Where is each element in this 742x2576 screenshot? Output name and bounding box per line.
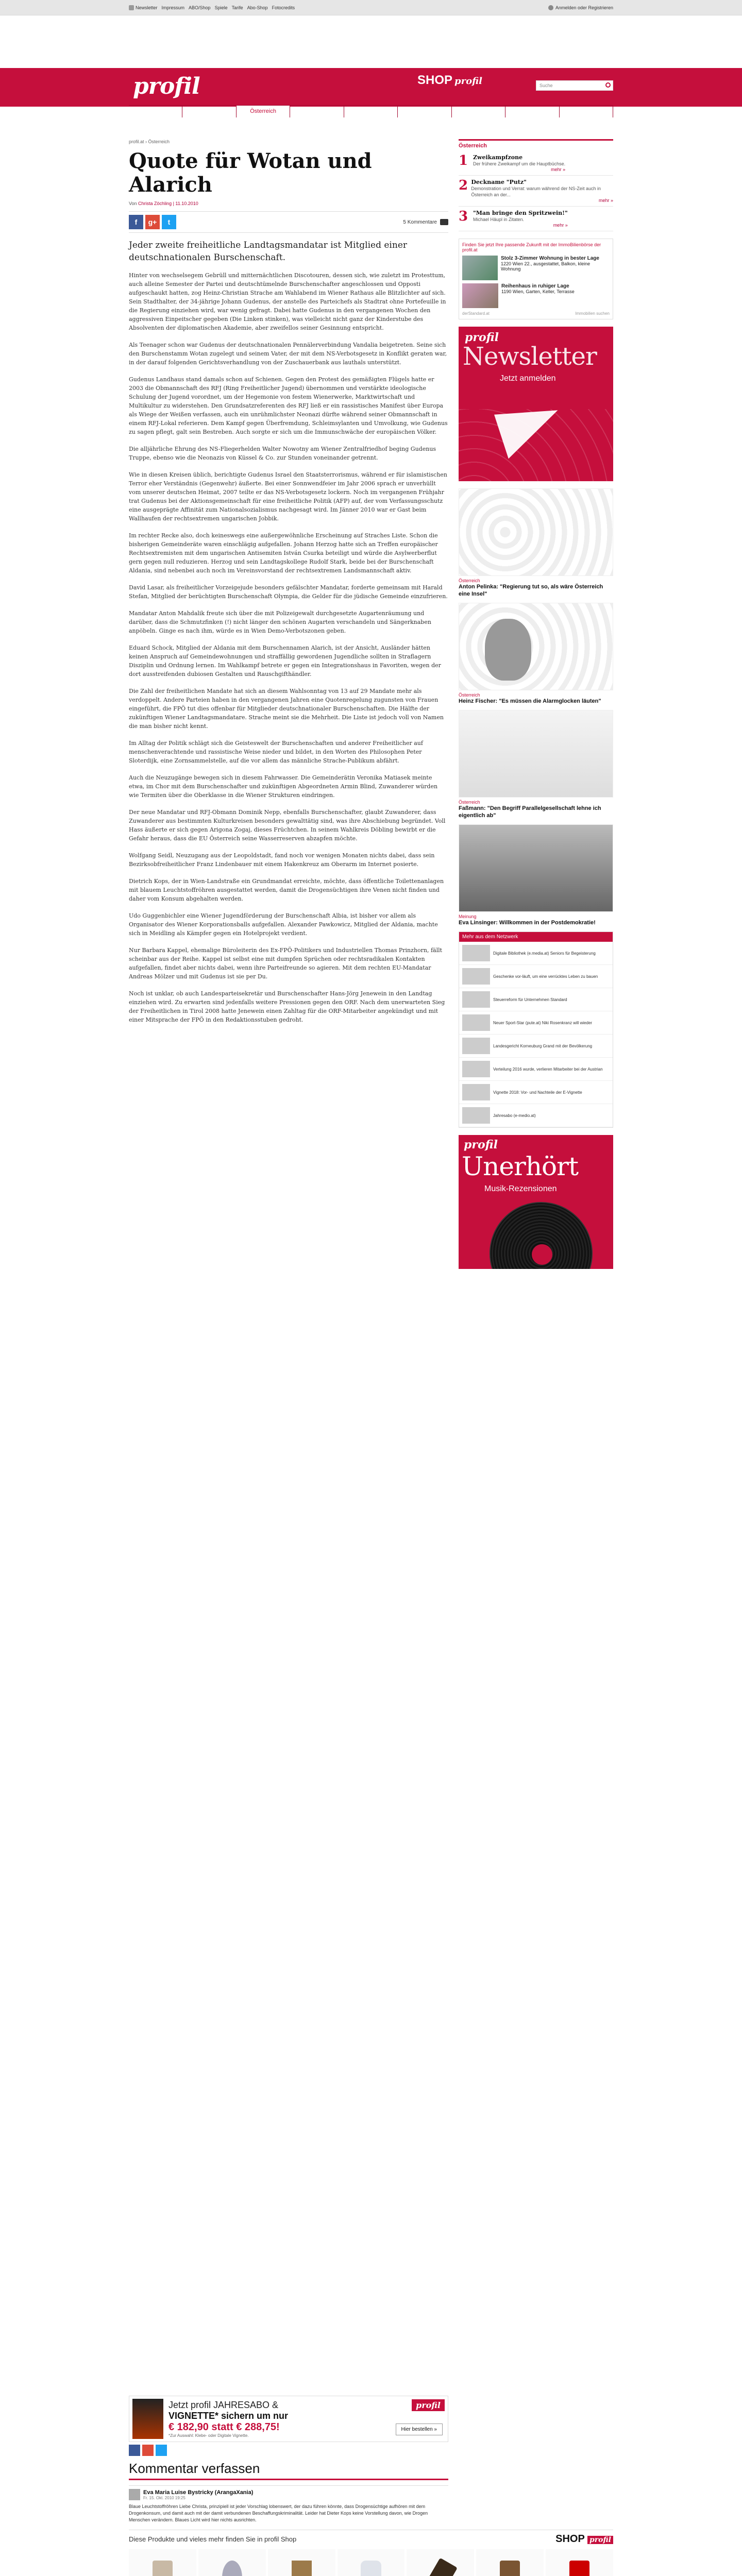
product-tile[interactable]: [407, 2549, 474, 2576]
teaser-image: [459, 824, 613, 912]
nav-meinung[interactable]: Meinung: [182, 106, 236, 117]
mail-icon: [129, 5, 134, 10]
magazine-cover: [132, 2399, 163, 2439]
most-read-title: Österreich: [459, 143, 487, 149]
article-byline: Von Christa Zöchling | 11.10.2010: [129, 201, 198, 206]
paragraph: Gudenus Landhaus stand damals schon auf Schienen. Gegen den Protest des gemäßigten Flügels hatte er 2003 die Obmannschaft des RFJ (Ring Freiheitlicher Jugend) übernommen und verstärkte ideologische Schulung der Jugend vorordnet, um der Hegemonie von festem Wienerwerke, Marktwirtschaft und Multikultur zu widerstehen. Den Grundsatzreferenten des RFJ ließ er ein rassistisches Manifest über Europa als Wiege der Weißen verfassen, auch ein unrühmlichster Neonazi dürfte während seiner Obmannschaft in einem RFJ-Lokal referieren. Dem Kampf gegen Überfremdung, Schleimsylanten und Umvolkung, wie Gudenus zu sagen pflegt, galt sein Bestreben. Auch sorgte er sich um die Immunschwäche der europäischen Völker.: [129, 376, 448, 435]
real-estate-listing[interactable]: Stolz 3-Zimmer Wohnung in bester Lage 1220 Wien 22., ausgestattet, Balkon, kleine Wohnung: [462, 256, 610, 280]
author-link[interactable]: Christa Zöchling | 11.10.2010: [138, 201, 198, 206]
search-icon[interactable]: [605, 82, 611, 88]
twitter-share-button[interactable]: [156, 2445, 167, 2456]
nav-portfolio[interactable]: Portfolio: [560, 106, 613, 117]
immo-search-link[interactable]: Immobilien suchen: [575, 311, 610, 316]
article-lead: Jeder zweite freiheitliche Landtagsmandatar ist Mitglied einer deutschnationalen Burschenschaft.: [129, 240, 408, 263]
paragraph: Mandatar Anton Mahdalik freute sich über die mit Polizeigewalt durchgesetzte Augartenräumung und darüber, dass die Schmutzfinken (!) nicht länger den schönen Augarten verschandeln und Sängerknaben anpöbeln. Ginge es nach ihm, würde es in Wien Demo-Verbotszonen geben.: [129, 610, 431, 634]
share-row: [129, 211, 448, 233]
opinion-teaser[interactable]: Österreich Heinz Fischer: "Es müssen die Alarmglocken läuten": [459, 603, 613, 705]
teaser-image: [459, 488, 613, 576]
newsletter-banner[interactable]: profil Newsletter Jetzt anmelden: [459, 327, 613, 481]
twitter-share-button[interactable]: t: [162, 215, 176, 229]
nav-wirtschaft[interactable]: Wirtschaft: [290, 106, 344, 117]
network-item[interactable]: Verteilung 2016 wurde, verlieren Mitarbeiter bei der Austrian: [459, 1058, 613, 1081]
paragraph: Die alljährliche Ehrung des NS-Fliegerhelden Walter Nowotny am Wiener Zentralfriedhof beging Gudenus Truppe, ebenso wie die Neonazis von Küssel & Co. zur Stunden voneinander getrennt.: [129, 446, 436, 461]
article: [129, 139, 448, 1032]
network-item[interactable]: Digitale Bibliothek (e.media.at) Seniors für Begeisterung: [459, 942, 613, 965]
most-read-item[interactable]: 3 "Man bringe den Spritzwein!" Michael Häupl in Zitaten. mehr »: [459, 207, 613, 231]
paragraph: Als Teenager schon war Gudenus der deutschnationalen Pennälerverbindung Vandalia beigetreten. Seine sich den Burschenstamm Wotan zugelegt und seinem Vater, der mit dem NS-Verbotsgesetz in Konflikt geraten war, in der darauf folgenden Gerichtsverhandlung von der Zuschauerbank aus lauthals unterstützt.: [129, 342, 447, 366]
paragraph: Noch ist unklar, ob auch Landesparteisekretär und Burschenschafter Hans-Jörg Jenewein in den Landtag einziehen wird. Zu erwarten sind jedenfalls weitere Pressionen gegen den ORF. Nach dem unerwarteten Sieg der Freiheitlichen in Tirol 2008 hatte Jenewein einen Zahltag für die ORF-Mitarbeiter angekündigt und mit einer Mitsprache der FPÖ in den Redaktionsstuben gedroht.: [129, 990, 445, 1023]
comment-icon: [440, 219, 448, 225]
product-tile[interactable]: [129, 2549, 196, 2576]
more-link[interactable]: mehr »: [551, 167, 566, 172]
more-link[interactable]: mehr »: [553, 223, 568, 228]
product-tile[interactable]: [268, 2549, 335, 2576]
article-body: [129, 271, 448, 1024]
nav-gesellschaft[interactable]: Gesellschaft: [398, 106, 451, 117]
avatar: [129, 2489, 140, 2500]
comments-link[interactable]: 5 Kommentare: [403, 219, 448, 225]
login-link[interactable]: Anmelden oder Registrieren: [548, 5, 613, 10]
utility-link-newsletter[interactable]: Newsletter: [129, 5, 158, 10]
nav-fokus[interactable]: Fokus/Spoet: [129, 106, 182, 117]
opinion-teaser[interactable]: Österreich Anton Pelinka: "Regierung tut so, als wäre Österreich eine Insel": [459, 488, 613, 598]
real-estate-widget: Finden Sie jetzt Ihre passende Zukunft mit der ImmoBilienbörse der profil.at Stolz 3-Zimmer Wohnung in bester Lage 1220 Wien 22., ausgestattet, Balkon, kleine Wohnung Reihenhaus in ruhiger Lage 1190 Wien, Garten, Keller, Terrasse derStandard.at Immobilien suchen: [459, 239, 613, 319]
profil-logo[interactable]: profil: [133, 73, 200, 99]
main-nav: [129, 105, 613, 117]
more-link[interactable]: mehr »: [598, 198, 613, 203]
paragraph: David Lasar, als freiheitlicher Vorzeigejude besonders gefälschter Mandatar, forderte gemeinsam mit Harald Stefan, Mitglied der berüchtigten Burschenschaft Olympia, die Gelder für die jüdische Gemeinde einzufrieren.: [129, 584, 448, 600]
facebook-share-button[interactable]: f: [129, 215, 143, 229]
network-item[interactable]: Steuerreform für Unternehmen Standard: [459, 988, 613, 1011]
vinyl-record-icon: [490, 1202, 593, 1269]
nav-oesterreich[interactable]: Österreich: [237, 106, 290, 117]
real-estate-listing[interactable]: Reihenhaus in ruhiger Lage 1190 Wien, Garten, Keller, Terrasse: [462, 283, 610, 308]
facebook-share-button[interactable]: [129, 2445, 140, 2456]
utility-link-tarife[interactable]: Tarife: [231, 5, 243, 10]
network-item[interactable]: Geschenke vor-läuft, um eine verrücktes Leben zu bauen: [459, 965, 613, 988]
top-utility-bar: [0, 0, 742, 15]
utility-link-spiele[interactable]: Spiele: [214, 5, 228, 10]
utility-link-impressum[interactable]: Impressum: [161, 5, 185, 10]
opinion-teaser[interactable]: Meinung Eva Linsinger: Willkommen in der Postdemokratie!: [459, 824, 613, 926]
product-tile[interactable]: [198, 2549, 266, 2576]
bottom-share: [129, 2445, 167, 2456]
paragraph: Dietrich Kops, der in Wien-Landstraße ein Grundmandat erreichte, möchte, dass öffentliche Toilettenanlagen mit blauem Leuchtstoffröhren ausgestattet werden, damit die Drogensüchtigen ihre Venen nicht finden und daher vom Konsum abgehalten werden.: [129, 878, 444, 902]
paragraph: Wie in diesen Kreisen üblich, berichtigte Gudenus Israel den Staatsterrorismus, während er für islamistischen Terror eher Verständnis (Gegenwehr) äußerte. Bei einer Sonnwendfeier im Jahr 2006 sprach er unverhüllt vom unserer deutschen Heimat, 2007 teilte er das NS-Verbotsgesetz lockern. Noch im vergangenen Frühjahr trat Gudenus bei der Aktionsgemeinschaft für eine freiheitliche Politik (AFP) auf, der vom Verfassungsschutz eine ausgeprägte Affinität zum Nationalsozialismus nachgesagt wird. Im Jänner 2010 war er Gast beim Wallhaufen der rechtsextremen ungarischen Jobbik.: [129, 471, 448, 522]
comments-section: [129, 2456, 448, 2523]
product-tile[interactable]: [476, 2549, 544, 2576]
network-item[interactable]: Landesgericht Korneuburg Grand mit der Bevölkerung: [459, 1035, 613, 1058]
sidebar: [459, 139, 613, 1276]
search-input[interactable]: Suche: [536, 80, 613, 91]
paragraph: Nur Barbara Kappel, ehemalige Büroleiterin des Ex-FPÖ-Politikers und Industriellen Thomas Prinzhorn, fällt scheinbar aus der Reihe. Kappel ist selbst eine mit dumpfen Sprüchen oder rechtsradikalen Kontakten aufgefallen, findet aber nichts dabei, wenn ihre Parteifreunde so agieren. Mit dem rechten EU-Mandatar Andreas Mölzer und mit Gudenus ist sie per Du.: [129, 947, 443, 980]
listing-photo: [462, 283, 498, 308]
googleplus-share-button[interactable]: [142, 2445, 154, 2456]
comments-title: Kommentar verfassen: [129, 2461, 448, 2480]
teaser-image: [459, 710, 613, 798]
utility-link-fotocredits[interactable]: Fotocredits: [272, 5, 295, 10]
network-item[interactable]: Jahresabo (e-medio.at): [459, 1104, 613, 1127]
paragraph: Im rechter Recke also, doch keineswegs eine außergewöhnliche Erscheinung auf Straches Liste. Schon die bisherigen Gemeinderäte waren einschlägig aufgefallen. Johann Herzog hatte sich an Treffen europäischer Rechtsextremisten mit dem ungarischen Antisemiten István Csurka beteiligt und würde die Asylwerberflut gern gegen null reduzieren. Herzog und sein Landtagskollege Rudolf Stark, beide bei der Burschenschaft Aldania, sind nebenbei auch noch im Vereinsvorstand der rechtsextremen Landsmannschaft aktiv.: [129, 532, 438, 574]
shop-products: Diese Produkte und vieles mehr finden Sie in profil Shop SHOP profil: [129, 2530, 613, 2576]
opinion-teaser[interactable]: Österreich Faßmann: "Den Begriff Parallelgesellschaft lehne ich eigentlich ab": [459, 710, 613, 819]
paragraph: Der neue Mandatar und RFJ-Obmann Dominik Nepp, ebenfalls Burschenschafter, glaubt Zuwanderer, dass Zuwanderer aus bestimmten Kulturkreisen besonders gewalttätig sind, was ihre Abschiebung begründet. Voll Hass äußerte er sich gegen Arigona Zogaj, dieses Früchtchen. In seinem Wahlkreis Döbling bewirbt er die Gefahr heraus, dass die EU Österreich seine Wasserreserven abzapfen möchte.: [129, 809, 446, 842]
nav-ausland[interactable]: Ausland: [344, 106, 398, 117]
googleplus-share-button[interactable]: g+: [145, 215, 160, 229]
network-item[interactable]: Neuer Sport-Star (pute.at) Niki Rosenkranz will wieder: [459, 1011, 613, 1035]
paragraph: Udo Guggenbichler eine Wiener Jugendförderung der Burschenschaft Albia, ist bisher vor allem als Organisator des Wiener Korporationsballs aufgefallen. Alexander Pawkowicz, Mitglied der Aldania, machte sich in Meidling als Kämpfer gegen ein Hotelprojekt verdient.: [129, 912, 438, 937]
utility-links: [129, 5, 295, 10]
breadcrumb[interactable]: profil.at › Österreich: [129, 139, 170, 144]
network-box: Mehr aus dem Netzwerk Digitale Bibliothek (e.media.at) Seniors für Begeisterung Geschenke vor-läuft, um eine verrücktes Leben zu bauen Steuerreform für Unternehmen Standard Neuer Sport-Star (pute.at) Niki Rosenkranz will wieder Landesgericht Korneuburg Grand mit der Bevölkerung Verteilung 2016 wurde, verlieren Mitarbeiter bei der Austrian Vignette 2018: Vor- und Nachteile der E-Vignette Jahresabo (e-medio.at): [459, 931, 613, 1128]
user-icon: [548, 5, 553, 10]
article-title: Quote für Wotan und Alarich: [129, 149, 372, 197]
listing-photo: [462, 256, 498, 280]
most-read-item[interactable]: 2 Deckname "Putz" Demonstration und Verrat: warum während der NS-Zeit auch in Österreich an der... mehr »: [459, 176, 613, 207]
order-button[interactable]: Hier bestellen »: [396, 2424, 443, 2435]
paragraph: Auch die Neuzugänge bewegen sich in diesem Fahrwasser. Die Gemeinderätin Veronika Matiasek meinte etwa, im Chor mit dem Burschenschafter und zukünftigen Abgeordneten Armin Blind, Zuwanderer würden wie Termiten über die Oberklasse in die Wiener Strukturen eindringen.: [129, 774, 438, 799]
paragraph: Wolfgang Seidl, Neuzugang aus der Leopoldstadt, fand noch vor wenigen Monaten nichts dabei, dass sein Bezirksobfreiheitlicher Franz Lindenbauer mit einem Hakenkreuz am Oberarm im Internet posierte.: [129, 852, 435, 868]
site-header: [129, 68, 613, 120]
utility-link-aboshop[interactable]: Abo-Shop: [247, 5, 268, 10]
network-item[interactable]: Vignette 2018: Vor- und Nachteile der E-Vignette: [459, 1081, 613, 1104]
paragraph: Hinter von wechselsegem Gebrüll und mitternächtlichen Discotouren, dessen sich, wie zuletzt im Protesttum, auch alleine Semester der Partei und deutschtümelnde Burschenschafter angeschlossen und Opposti aufgeschaukt hatten, zog Heinz-Christian Strache am Wahlabend im Wiener Rathaus alle Blitzlichter auf sich. Sein Stadthalter, der 34-jährige Johann Gudenus, der anstelle des Parteichefs als Stadtrat ohne Portefeuille in die Regierung einziehen wird, war wenig gefragt. Dabei hatte Gudenus in den vergangenen Wochen den aggressiven Einpeitscher gegeben (Die Linken stinken), was vielleicht nicht ganz der Kinderstube des Absolventen der diplomatischen Akademie, aber zweifellos seiner Gesinnung entspricht.: [129, 272, 446, 331]
shop-logo[interactable]: SHOP profil: [417, 73, 483, 87]
comment: Eva Maria Luise Bystricky (ArangaXania) Fr. 15. Okt. 2010 19:25 Blaue Leuchtstoffröhren Liebe Christa, prinzipiell ist jeder Vorschlag lobenswert, der dazu führen könnte, dass Drogensüchtige aufhören mit dem Drogenkonsum, und damit auch mit der damit verbundenen Beschaffungskriminalität. Leider hat Dieter Kops keine Vorstellung davon, wie Drogen Menschen verändern. Blaues Licht wird hier nichts ausrichten.: [129, 2485, 448, 2523]
shop-logo[interactable]: SHOP profil: [555, 2533, 613, 2545]
subscription-ad[interactable]: Jetzt profil JAHRESABO & VIGNETTE* sichern um nur € 182,90 statt € 288,75! *Zur Auswahl: Klebe- oder Digitale Vignette. profil Hier bestellen »: [129, 2396, 448, 2442]
paragraph: Im Alltag der Politik schlägt sich die Geisteswelt der Burschenschaften und anderer Freiheitlicher auf menschenverachtende und rassistische Weise nieder und bildet, in den Worten des Philosophen Peter Sloterdijk, eine Zornsammelstelle, auf die vor allem das männliche Strache-Publikum abfährt.: [129, 740, 423, 764]
product-tile[interactable]: [338, 2549, 405, 2576]
nav-kultur[interactable]: Kultur: [505, 106, 559, 117]
music-reviews-banner[interactable]: profil Unerhört Musik-Rezensionen: [459, 1135, 613, 1269]
paragraph: Die Zahl der freiheitlichen Mandate hat sich an diesem Wahlsonntag von 13 auf 29 Mandate mehr als verdoppelt. Andere Parteien haben in den vergangenen Jahren eine Quotenregelung zugunsten von Frauen eingeführt, die FPÖ tut dies offenbar für Mitglieder deutschnationaler Burschenschaften. Die Hälfte der zukünftigen Wiener Landtagsmandatare. Strache meint sie die Mehrheit. Die Liste ist jedoch voll von Namen die man bisher nicht kennt.: [129, 688, 444, 730]
teaser-image: [459, 603, 613, 690]
paragraph: Eduard Schock, Mitglied der Aldania mit dem Burschennamen Alarich, ist der Ansicht, Ausländer hätten keinen Anspruch auf Gemeindewohnungen und straffällig gewordenen Jugendliche sollten in Straflagern Disziplin und Ordnung lernen. Im Wahlkampf betrete er gegen ein Integrationshaus in Favoriten, wegen der dort ausstreifenden dubiosen Gestalten und Rauschgifthändler.: [129, 645, 441, 677]
utility-link-abo[interactable]: ABO/Shop: [189, 5, 211, 10]
product-tile[interactable]: [546, 2549, 613, 2576]
most-read-item[interactable]: 1 Zweikampfzone Der frühere Zweikampf um die Hauptbüchse. mehr »: [459, 151, 613, 176]
nav-wissenschaft[interactable]: Wissenschaft: [452, 106, 505, 117]
most-read-box: [459, 139, 613, 231]
